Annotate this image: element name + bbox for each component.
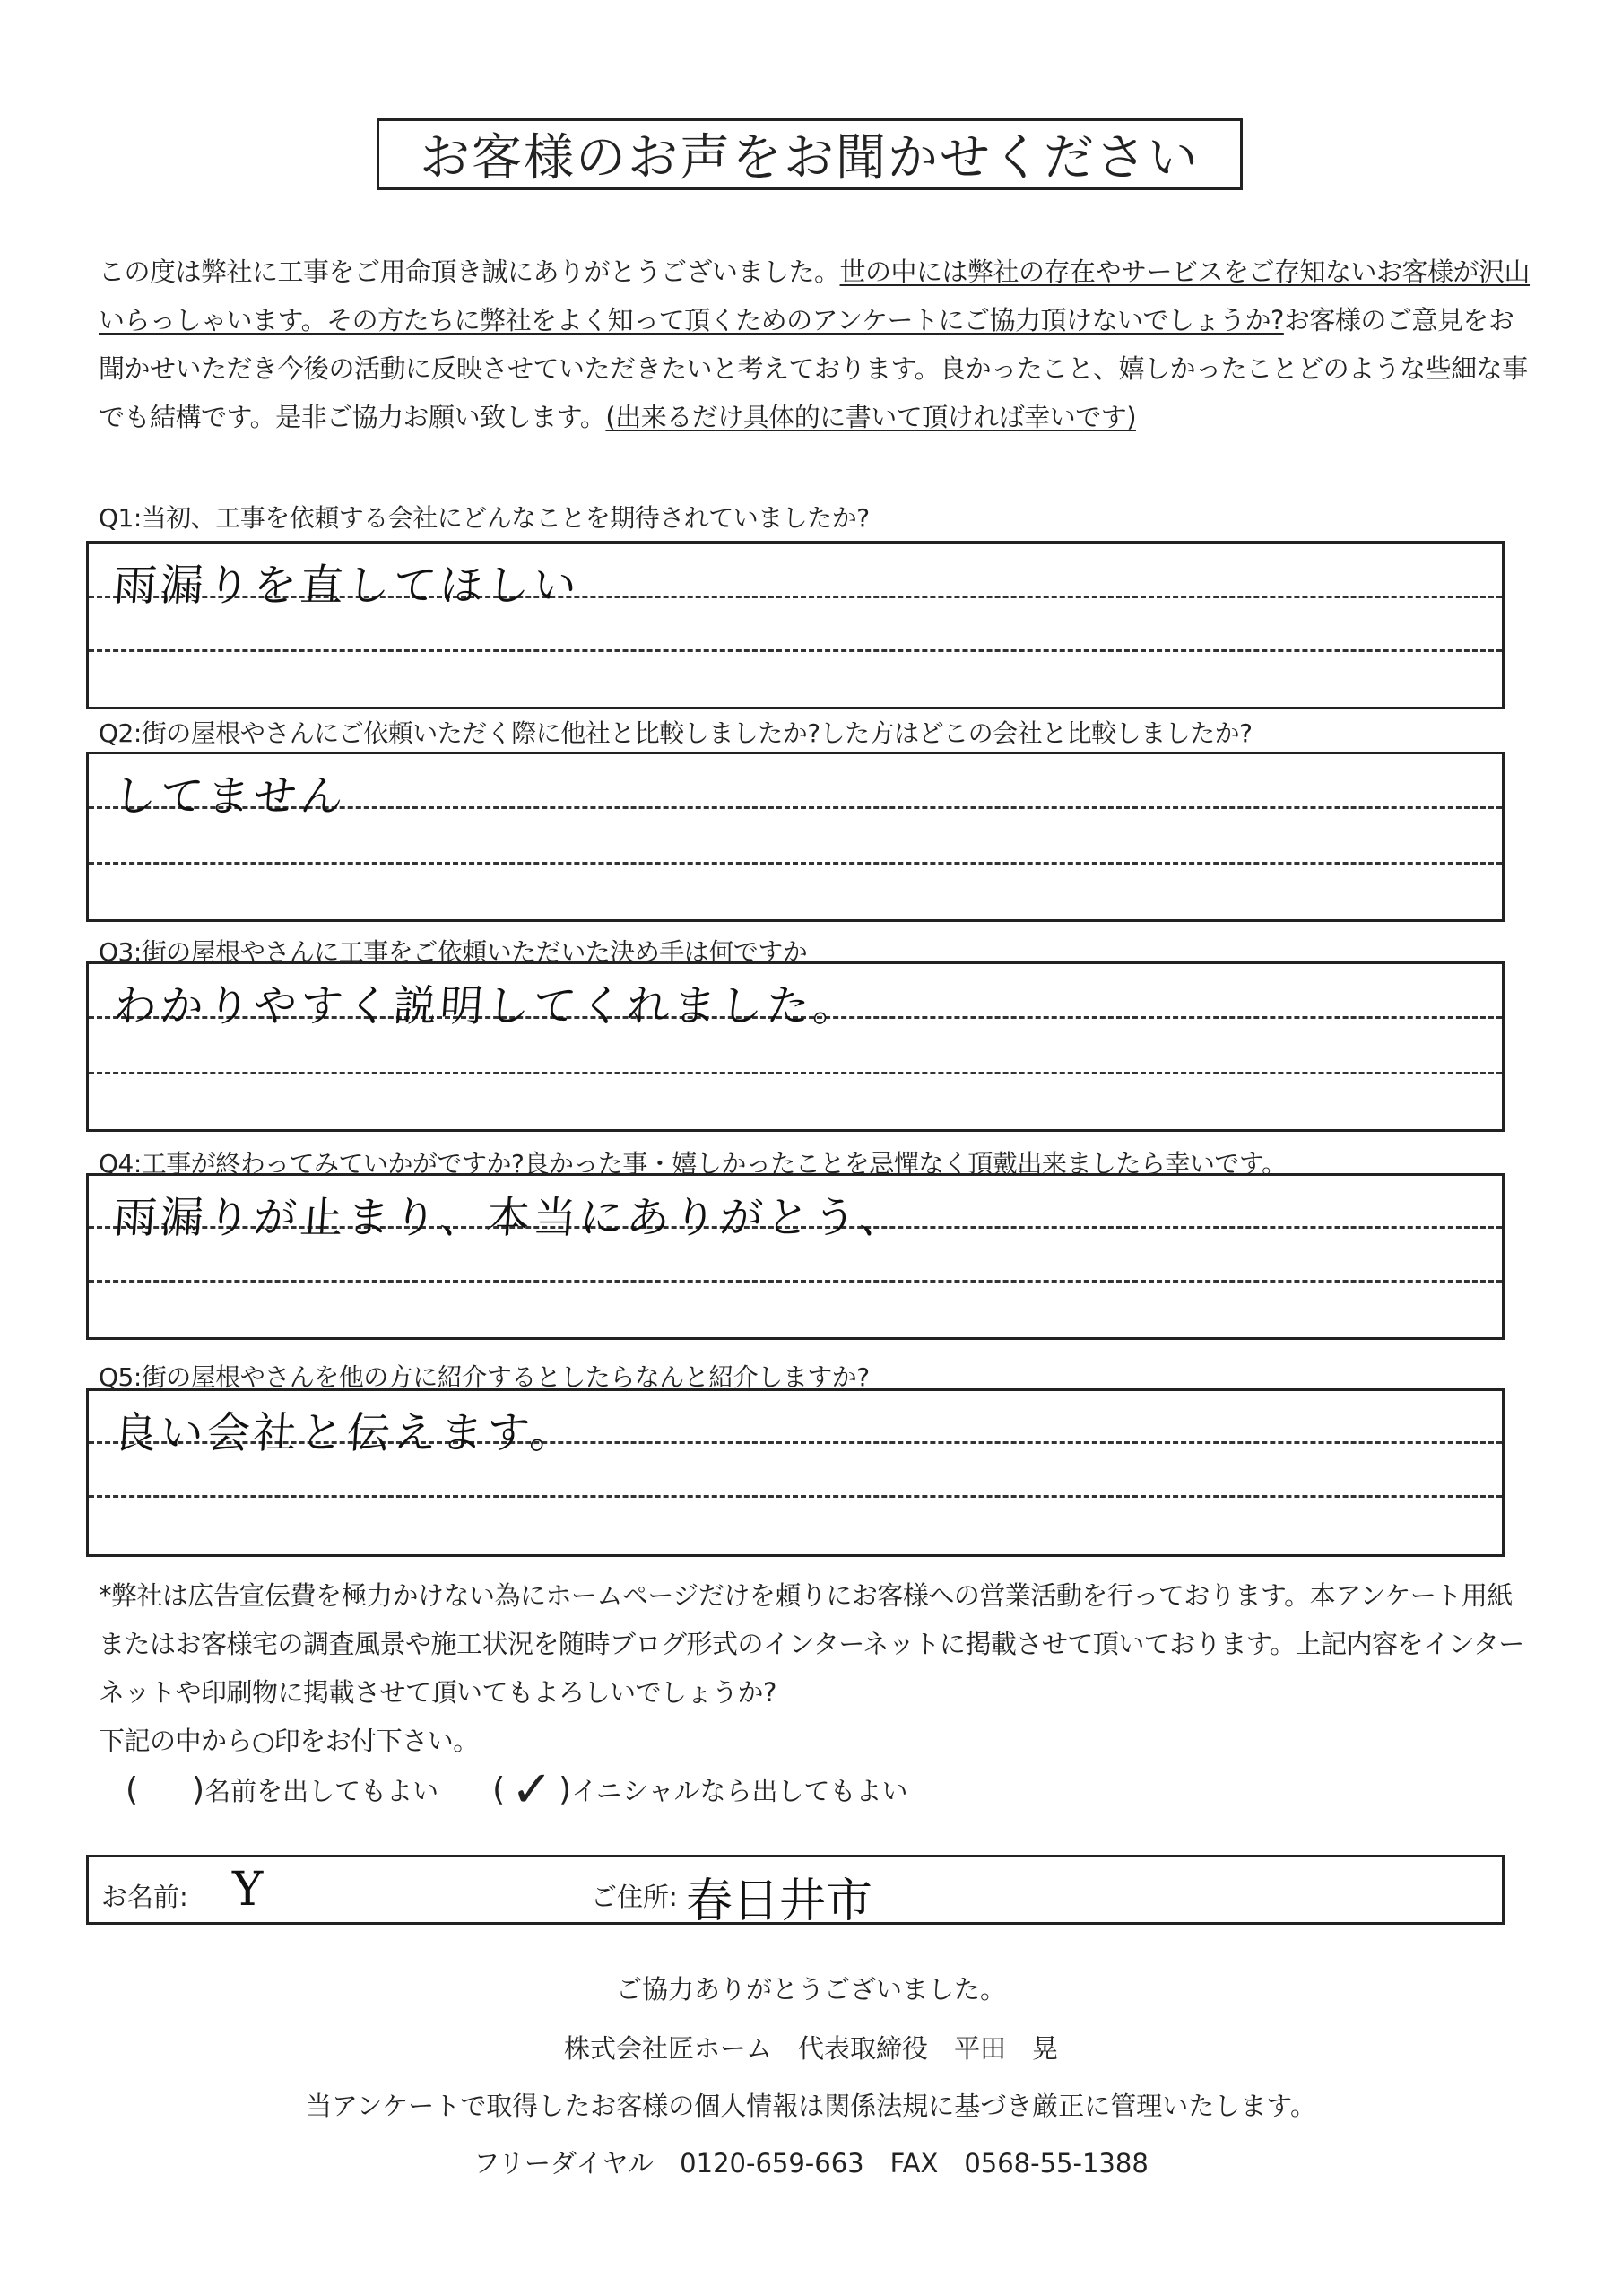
answer-line bbox=[89, 1280, 1502, 1283]
question-2-answer: してません bbox=[111, 771, 349, 822]
question-1-label: Q1:当初、工事を依頼する会社にどんなことを期待されていましたか? bbox=[99, 503, 870, 533]
intro-paragraph bbox=[99, 248, 1533, 441]
footer-company: 株式会社匠ホーム 代表取締役 平田 晃 bbox=[563, 2033, 1058, 2064]
close-paren: ) bbox=[559, 1771, 572, 1808]
intro-text-1: この度は弊社に工事をご用命頂き誠にありがとうございました。 bbox=[99, 257, 840, 287]
question-5-label: Q5:街の屋根やさんを他の方に紹介するとしたらなんと紹介しますか? bbox=[99, 1362, 870, 1392]
publication-notice bbox=[99, 1571, 1533, 1765]
footer-contact: フリーダイヤル 0120-659-663 FAX 0568-55-1388 bbox=[473, 2148, 1149, 2179]
open-paren: ( bbox=[126, 1771, 139, 1808]
checkmark-icon[interactable]: ✓ bbox=[510, 1760, 553, 1819]
answer-line bbox=[89, 1072, 1502, 1074]
question-5-answer: 良い会社と伝えます。 bbox=[111, 1408, 578, 1458]
answer-line bbox=[89, 862, 1502, 865]
footer-privacy: 当アンケートで取得したお客様の個人情報は関係法規に基づき厳正に管理いたします。 bbox=[306, 2091, 1316, 2121]
customer-info-box bbox=[86, 1855, 1505, 1928]
question-3-answer: わかりやすく説明してくれました。 bbox=[111, 981, 862, 1031]
notice-text: *弊社は広告宣伝費を極力かけない為にホームページだけを頼りにお客様への営業活動を行っております。本アンケート用紙またはお客様宅の調査風景や施工状況を随時ブログ形式のインターネットに掲載させて頂いております。上記内容をインターネットや印刷物に掲載させて頂いてもよろしいでしょうか? bbox=[99, 1580, 1524, 1708]
consent-option-name[interactable] bbox=[126, 1771, 438, 1808]
page-title: お客様のお声をお聞かせください bbox=[377, 118, 1243, 190]
address-label: ご住所: bbox=[591, 1882, 678, 1912]
question-2-answer-box[interactable] bbox=[86, 752, 1505, 922]
consent-options bbox=[126, 1760, 908, 1819]
consent-label-name: 名前を出してもよい bbox=[204, 1776, 439, 1806]
name-label: お名前: bbox=[101, 1882, 188, 1912]
close-paren: ) bbox=[192, 1771, 205, 1808]
answer-line bbox=[89, 649, 1502, 652]
notice-instruction: 下記の中から○印をお付下さい。 bbox=[99, 1726, 479, 1756]
question-1-answer: 雨漏りを直してほしい bbox=[111, 561, 582, 611]
question-1-answer-box[interactable] bbox=[86, 541, 1505, 709]
footer-thanks: ご協力ありがとうございました。 bbox=[615, 1974, 1006, 2005]
question-5-answer-box[interactable] bbox=[86, 1388, 1505, 1557]
question-3-answer-box[interactable] bbox=[86, 961, 1505, 1132]
question-4-answer-box[interactable] bbox=[86, 1173, 1505, 1340]
consent-label-initial: イニシャルなら出してもよい bbox=[571, 1776, 908, 1806]
answer-line bbox=[89, 1495, 1502, 1498]
intro-text-3: お客様のご意見をお聞かせいただき今後の活動に反映させていただきたいと考えております。良かったこと、嬉しかったことどのような些細な事でも結構です。是非ご協力お願い致します。 bbox=[99, 305, 1528, 432]
consent-option-initial[interactable] bbox=[492, 1760, 908, 1819]
question-4-label: Q4:工事が終わってみていかがですか?良かった事・嬉しかったことを忌憚なく頂戴出来ましたら幸いです。 bbox=[99, 1149, 1287, 1178]
name-field[interactable]: Y bbox=[232, 1863, 264, 1917]
address-field[interactable]: 春日井市 bbox=[686, 1874, 873, 1928]
open-paren: ( bbox=[492, 1771, 506, 1808]
intro-text-4-underlined: (出来るだけ具体的に書いて頂ければ幸いです) bbox=[605, 402, 1137, 432]
question-3-label: Q3:街の屋根やさんに工事をご依頼いただいた決め手は何ですか bbox=[99, 937, 808, 967]
question-2-label: Q2:街の屋根やさんにご依頼いただく際に他社と比較しましたか?した方はどこの会社と比較しましたか? bbox=[99, 718, 1253, 748]
intro-text-2-underlined: 世の中には弊社の存在やサービスをご存知ないお客様が沢山いらっしゃいます。その方たちに弊社をよく知って頂くためのアンケートにご協力頂けないでしょうか? bbox=[99, 257, 1531, 335]
question-4-answer: 雨漏りが止まり、本当にありがとう、 bbox=[111, 1193, 908, 1243]
